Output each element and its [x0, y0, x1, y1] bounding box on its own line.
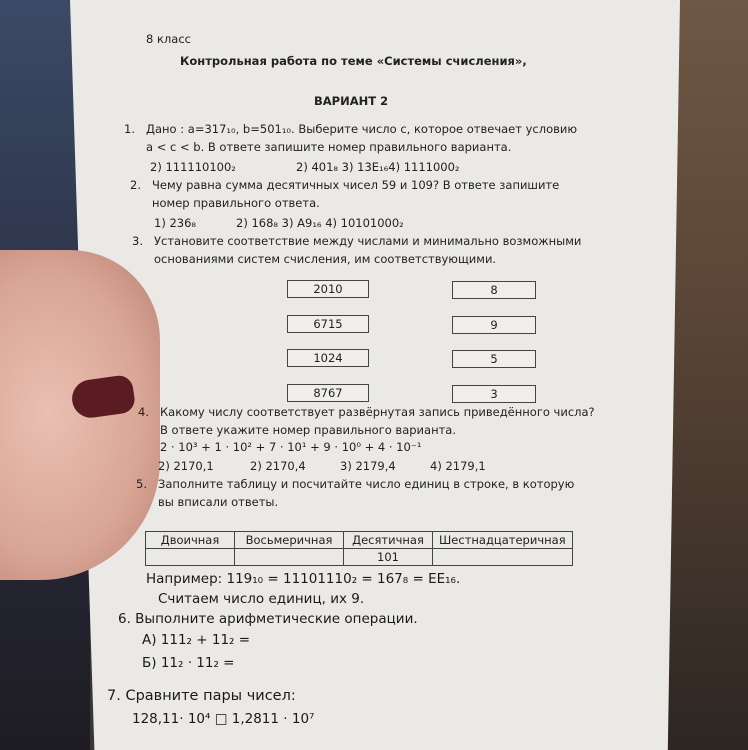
table-cell[interactable] [433, 549, 573, 566]
number-systems-table [145, 531, 573, 566]
q1-line1: Дано : a=317₁₀, b=501₁₀. Выберите число c, которое отвечает условию [146, 122, 578, 136]
variant-label: ВАРИАНТ 2 [314, 94, 389, 108]
table-cell[interactable] [235, 549, 344, 566]
grade-label: 8 класс [146, 32, 191, 46]
table-header-row [146, 532, 573, 549]
table-cell[interactable]: 101 [344, 549, 433, 566]
table-header-cell: Восьмеричная [235, 532, 344, 549]
q7-expression: 128,11· 10⁴ □ 1,2811 · 10⁷ [132, 711, 315, 727]
table-header-cell: Десятичная [344, 532, 433, 549]
q3-number-box: 6715 [287, 315, 369, 333]
page-title: Контрольная работа по теме «Системы счисления», [180, 54, 527, 68]
q4-option: 2) 2170,1 [158, 459, 214, 473]
q2-option-a: 1) 236₈ [154, 216, 197, 230]
q4-option: 3) 2179,4 [340, 459, 396, 473]
q5-line1: Заполните таблицу и посчитайте число единиц в строке, в которую [158, 477, 575, 491]
hand [0, 250, 160, 580]
q3-base-box: 8 [452, 281, 536, 299]
q1-option-a: 2) 111110100₂ [150, 160, 236, 174]
q6-title: 6. Выполните арифметические операции. [118, 611, 418, 627]
q1-number: 1. [124, 122, 135, 136]
q1-options-rest: 2) 401₈ 3) 13E₁₆4) 1111000₂ [296, 160, 460, 174]
q6-part-b: Б) 11₂ · 11₂ = [142, 655, 235, 671]
q4-number: 4. [138, 405, 149, 419]
q3-base-box: 9 [452, 316, 536, 334]
q3-number-box: 8767 [287, 384, 369, 402]
table-header-cell: Шестнадцатеричная [433, 532, 573, 549]
q5-number: 5. [136, 477, 147, 491]
q3-base-box: 5 [452, 350, 536, 368]
count-note: Считаем число единиц, их 9. [158, 591, 365, 607]
q3-base-box: 3 [452, 385, 536, 403]
table-cell[interactable] [146, 549, 235, 566]
q2-number: 2. [130, 178, 141, 192]
table-row [146, 549, 573, 566]
q3-number-box: 2010 [287, 280, 369, 298]
q4-option: 2) 2170,4 [250, 459, 306, 473]
q5-line2: вы вписали ответы. [158, 495, 279, 509]
q3-line2: основаниями систем счисления, им соответствующими. [154, 252, 497, 266]
q2-line2: номер правильного ответа. [152, 196, 320, 210]
q6-part-a: А) 111₂ + 11₂ = [142, 632, 251, 648]
q7-title: 7. Сравните пары чисел: [107, 688, 296, 704]
q2-line1: Чему равна сумма десятичных чисел 59 и 109? В ответе запишите [152, 178, 560, 192]
q3-line1: Установите соответствие между числами и минимально возможными [154, 234, 582, 248]
q3-number-box: 1024 [287, 349, 369, 367]
table-header-cell: Двоичная [146, 532, 235, 549]
q4-line2: В ответе укажите номер правильного варианта. [160, 423, 456, 437]
q2-options-rest: 2) 168₈ 3) A9₁₆ 4) 10101000₂ [236, 216, 404, 230]
q4-option: 4) 2179,1 [430, 459, 486, 473]
q4-expression: 2 · 10³ + 1 · 10² + 7 · 10¹ + 9 · 10⁰ + 4 · 10⁻¹ [160, 440, 422, 454]
q1-line2: a < c < b. В ответе запишите номер правильного варианта. [146, 140, 512, 154]
q4-line1: Какому числу соответствует развёрнутая запись приведённого числа? [160, 405, 595, 419]
example-note: Например: 119₁₀ = 11101110₂ = 167₈ = EE₁₆. [146, 571, 461, 587]
q3-number: 3. [132, 234, 143, 248]
